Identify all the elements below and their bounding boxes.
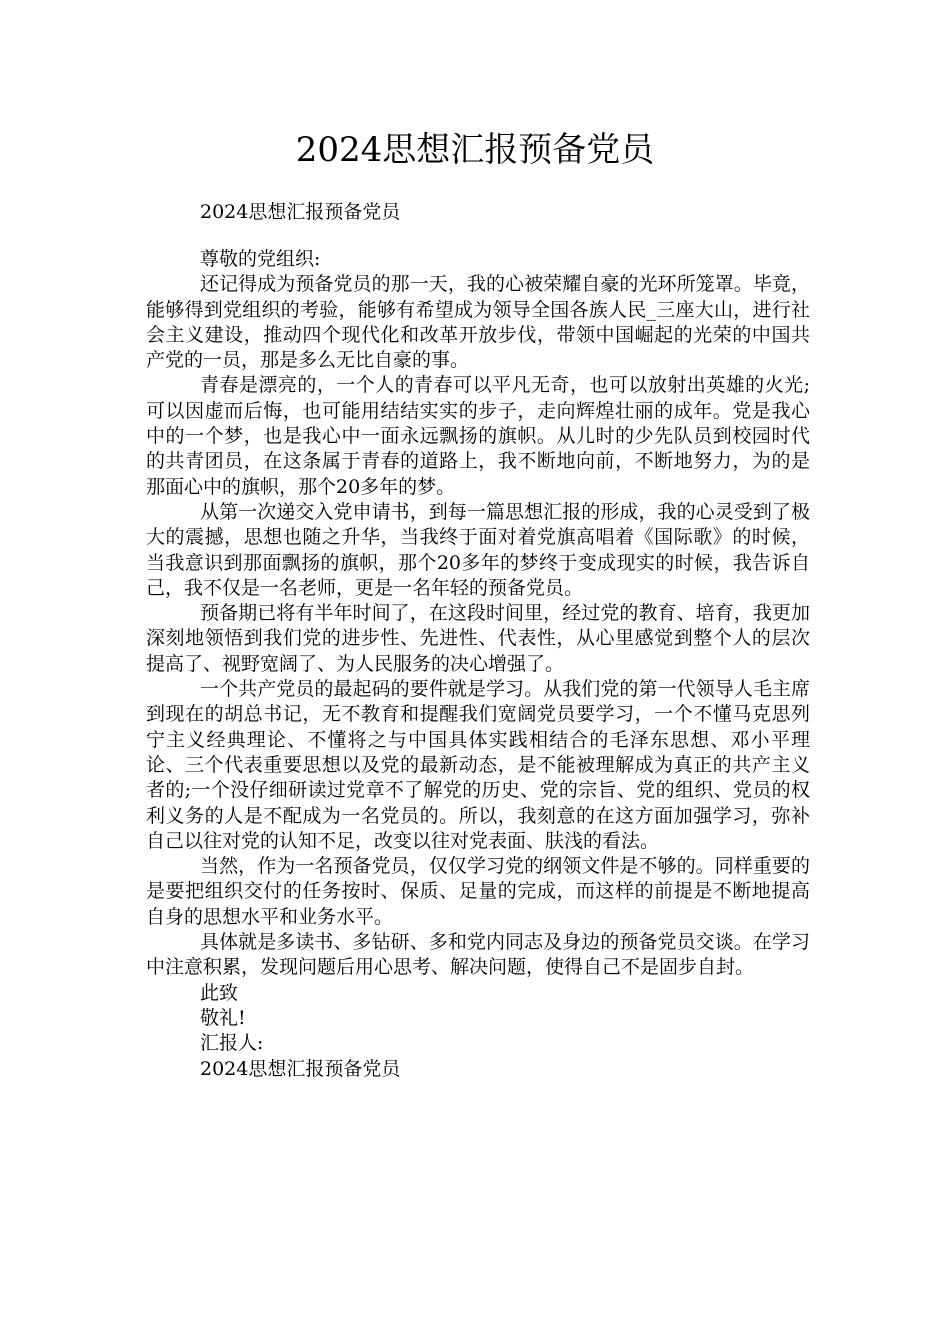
paragraph-2: 青春是漂亮的，一个人的青春可以平凡无奇，也可以放射出英雄的火光;可以因虚而后悔，也可能用结结实实的步子，走向辉煌壮丽的成年。党是我心中的一个梦，也是我心中一面永远飘扬的旗帜。从儿时的少先队员到校园时代的共青团员，在这条属于青春的道路上，我不断地向前，不断地努力，为的是那面心中的旗帜，那个20多年的梦。 <box>146 374 810 498</box>
signature: 2024思想汇报预备党员 <box>200 1057 401 1080</box>
closing-regards: 此致 <box>200 981 239 1004</box>
salutation: 尊敬的党组织: <box>200 248 321 270</box>
paragraph-4: 预备期已将有半年时间了，在这段时间里，经过党的教育、培育，我更加深刻地领悟到我们党的进步性、先进性、代表性，从心里感觉到整个人的层次提高了、视野宽阔了、为人民服务的决心增强了。 <box>146 602 810 675</box>
reporter-label: 汇报人: <box>200 1032 264 1055</box>
paragraph-7: 具体就是多读书、多钻研、多和党内同志及身边的预备党员交谈。在学习中注意积累，发现问题后用心思考、解决问题，使得自己不是固步自封。 <box>146 931 810 979</box>
document-subtitle: 2024思想汇报预备党员 <box>200 201 401 223</box>
closing-salute: 敬礼! <box>200 1006 246 1029</box>
paragraph-3: 从第一次递交入党申请书，到每一篇思想汇报的形成，我的心灵受到了极大的震撼，思想也随之升华，当我终于面对着党旗高唱着《国际歌》的时候，当我意识到那面飘扬的旗帜，那个20多年的梦终于变成现实的时候，我告诉自己，我不仅是一名老师，更是一名年轻的预备党员。 <box>146 500 810 599</box>
document-title: 2024思想汇报预备党员 <box>295 130 655 170</box>
document-body <box>146 247 810 1082</box>
paragraph-5: 一个共产党员的最起码的要件就是学习。从我们党的第一代领导人毛主席到现在的胡总书记，无不教育和提醒我们宽阔党员要学习，一个不懂马克思列宁主义经典理论、不懂将之与中国具体实践相结合的毛泽东思想、邓小平理论、三个代表重要思想以及党的最新动态，是不能被理解成为真正的共产主义者的;一个没仔细研读过党章不了解党的历史、党的宗旨、党的组织、党员的权利义务的人是不配成为一名党员的。所以，我刻意的在这方面加强学习，弥补自己以往对党的认知不足，改变以往对党表面、肤浅的看法。 <box>146 678 810 852</box>
paragraph-1: 还记得成为预备党员的那一天，我的心被荣耀自豪的光环所笼罩。毕竟，能够得到党组织的考验，能够有希望成为领导全国各族人民_三座大山，进行社会主义建设，推动四个现代化和改革开放步伐，带领中国崛起的光荣的中国共产党的一员，那是多么无比自豪的事。 <box>146 273 810 372</box>
paragraph-6: 当然，作为一名预备党员，仅仅学习党的纲领文件是不够的。同样重要的是要把组织交付的任务按时、保质、足量的完成，而这样的前提是不断地提高自身的思想水平和业务水平。 <box>146 855 810 928</box>
